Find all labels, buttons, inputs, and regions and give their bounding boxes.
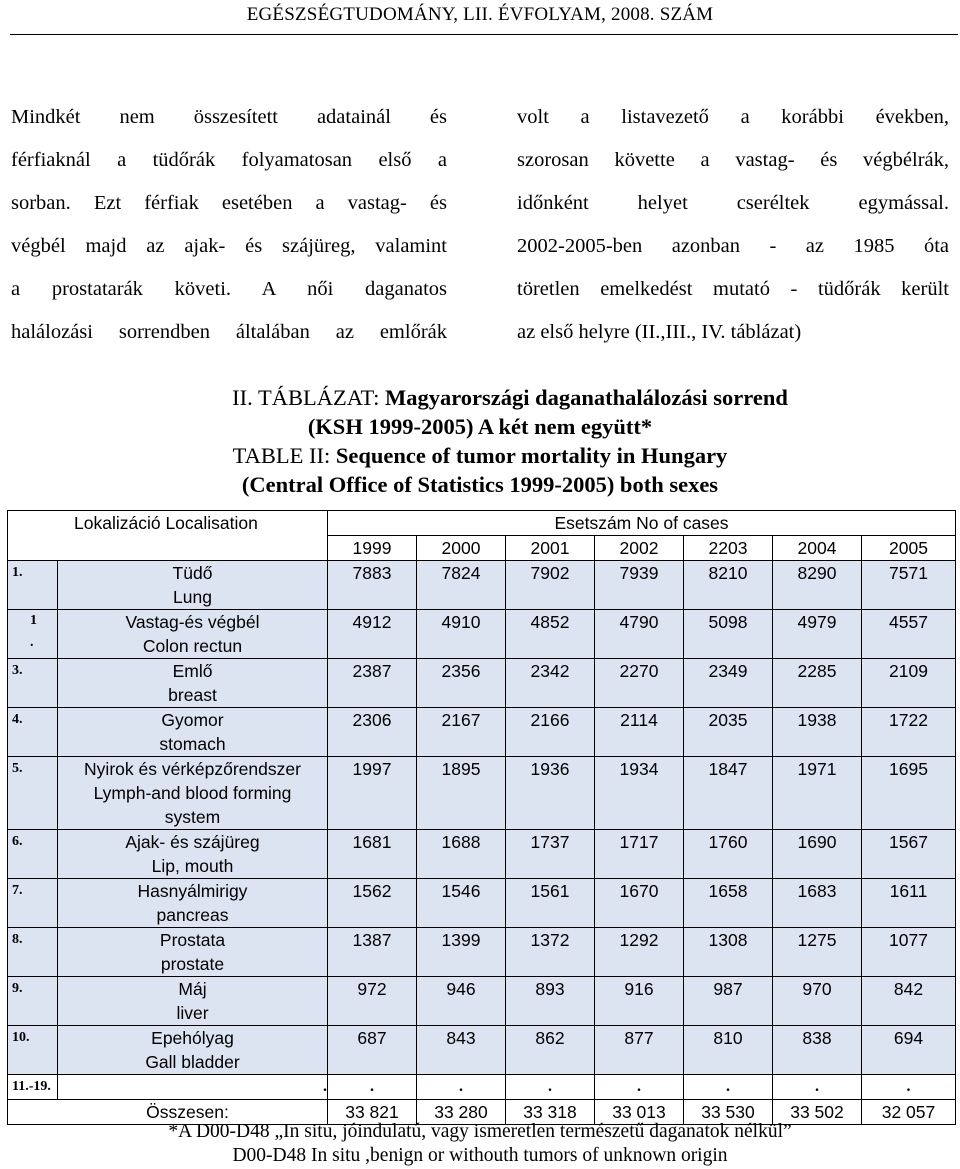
case-count-cell: 1275 [773, 928, 862, 977]
case-count-cell: 843 [417, 1026, 506, 1075]
case-count-cell: 893 [506, 977, 595, 1026]
localisation-cell [58, 757, 328, 830]
text-line: töretlen emelkedést mutató - tüdőrák került [517, 278, 949, 300]
case-count-cell: 970 [773, 977, 862, 1026]
localisation-hu: Gyomor [161, 710, 224, 730]
rank-cell: 11.-19. [8, 1075, 58, 1100]
localisation-en: prostate [160, 954, 225, 974]
rank-cell: 1 . [8, 610, 58, 659]
localisation-en: liver [176, 1003, 209, 1023]
case-count-cell: 2349 [684, 659, 773, 708]
year-header: 1999 [328, 536, 417, 561]
rank-cell: 8. [8, 928, 58, 977]
case-count-cell: 1683 [773, 879, 862, 928]
case-count-cell: 694 [862, 1026, 956, 1075]
localisation-en: Gall bladder [145, 1052, 240, 1072]
case-count-cell: 2285 [773, 659, 862, 708]
case-count-cell: 1688 [417, 830, 506, 879]
case-count-cell: 1670 [595, 879, 684, 928]
case-count-cell: 1847 [684, 757, 773, 830]
case-count-cell: 4790 [595, 610, 684, 659]
table-row-rest [8, 1075, 956, 1100]
case-count-cell: 1077 [862, 928, 956, 977]
case-count-cell: 1936 [506, 757, 595, 830]
rank-cell: 6. [8, 830, 58, 879]
table-row [8, 977, 956, 1026]
case-count-cell: 1997 [328, 757, 417, 830]
text-line: szorosan követte a vastag- és végbélrák, [517, 149, 949, 171]
rank-cell: 5. [8, 757, 58, 830]
text-line: 2002-2005-ben azonban - az 1985 óta [517, 235, 949, 257]
table-row [8, 561, 956, 610]
case-count-cell: 7902 [506, 561, 595, 610]
localisation-hu: Prostata [159, 930, 226, 950]
case-count-cell: 1760 [684, 830, 773, 879]
case-count-cell: 8210 [684, 561, 773, 610]
localisation-hu: Emlő [172, 661, 213, 681]
table-row [8, 659, 956, 708]
year-header: 2002 [595, 536, 684, 561]
case-count-cell: 810 [684, 1026, 773, 1075]
case-count-cell: 2270 [595, 659, 684, 708]
case-count-cell: 1971 [773, 757, 862, 830]
case-count-cell: 4912 [328, 610, 417, 659]
case-count-cell: . [506, 1075, 595, 1100]
case-count-cell: . [595, 1075, 684, 1100]
case-count-cell: 7883 [328, 561, 417, 610]
localisation-cell [58, 928, 328, 977]
table-row [8, 879, 956, 928]
total-count-cell: 33 013 [595, 1100, 684, 1125]
localisation-en: Lip, mouth [151, 856, 234, 876]
case-count-cell: 1561 [506, 879, 595, 928]
rank-cell: 3. [8, 659, 58, 708]
localisation-en: Colon rectun [142, 636, 243, 656]
case-count-cell: 987 [684, 977, 773, 1026]
case-count-cell: 1938 [773, 708, 862, 757]
text-line: volt a listavezető a korábbi években, [517, 106, 949, 128]
case-count-cell: . [773, 1075, 862, 1100]
table-row [8, 830, 956, 879]
total-count-cell: 33 502 [773, 1100, 862, 1125]
caption-title: Sequence of tumor mortality in Hungary [335, 443, 728, 468]
table-footnote-en: D00-D48 In situ ,benign or withouth tumors of unknown origin [232, 1145, 728, 1166]
rank-cell: 7. [8, 879, 58, 928]
localisation-en: system [164, 807, 221, 827]
localisation-cell: . [58, 1075, 328, 1100]
text-line: férfiaknál a tüdőrák folyamatosan első a [11, 149, 447, 171]
localisation-hu: Vastag-és végbél [125, 612, 260, 632]
case-count-cell: 1546 [417, 879, 506, 928]
table-caption-en-title [0, 443, 960, 469]
case-count-cell: 2167 [417, 708, 506, 757]
case-count-cell: 1717 [595, 830, 684, 879]
localisation-header: Lokalizáció Localisation [8, 511, 328, 561]
text-line: a prostatarák követi. A női daganatos [11, 278, 447, 300]
localisation-cell [58, 610, 328, 659]
case-count-cell: 1562 [328, 879, 417, 928]
localisation-en: stomach [159, 734, 226, 754]
case-count-cell: 1934 [595, 757, 684, 830]
rank-cell: 10. [8, 1026, 58, 1075]
case-count-cell: 1695 [862, 757, 956, 830]
year-header: 2005 [862, 536, 956, 561]
case-count-cell: 2356 [417, 659, 506, 708]
case-count-cell: 2342 [506, 659, 595, 708]
case-count-cell: 1681 [328, 830, 417, 879]
localisation-cell [58, 879, 328, 928]
case-count-cell: 7571 [862, 561, 956, 610]
case-count-cell: . [862, 1075, 956, 1100]
case-count-cell: . [684, 1075, 773, 1100]
case-count-cell: 842 [862, 977, 956, 1026]
case-count-cell: 1658 [684, 879, 773, 928]
localisation-hu: Máj [178, 979, 207, 999]
table-row [8, 757, 956, 830]
text-line: az első helyre (II.,III., IV. táblázat) [517, 321, 802, 343]
case-count-cell: 4910 [417, 610, 506, 659]
case-count-cell: 1387 [328, 928, 417, 977]
body-text-left-column [11, 96, 447, 354]
localisation-en: Lung [173, 587, 212, 607]
case-count-cell: 1372 [506, 928, 595, 977]
caption-title: Magyarországi daganathalálozási sorrend [384, 385, 788, 410]
localisation-en: Lymph-and blood forming [93, 783, 292, 803]
case-count-cell: 2109 [862, 659, 956, 708]
localisation-cell [58, 830, 328, 879]
case-count-cell: 1722 [862, 708, 956, 757]
case-count-cell: 2166 [506, 708, 595, 757]
localisation-en: pancreas [156, 905, 229, 925]
localisation-cell [58, 708, 328, 757]
localisation-hu: Ajak- és szájüreg [125, 832, 260, 852]
header-rule [10, 34, 958, 35]
case-count-cell: 8290 [773, 561, 862, 610]
case-count-cell: 972 [328, 977, 417, 1026]
body-text-right-column [517, 96, 949, 354]
text-line: időnként helyet cseréltek egymással. [517, 192, 949, 214]
text-line: végbél majd az ajak- és szájüreg, valamint [11, 235, 447, 257]
year-header: 2001 [506, 536, 595, 561]
case-count-cell: 2387 [328, 659, 417, 708]
case-count-cell: 1567 [862, 830, 956, 879]
case-count-cell: 1611 [862, 879, 956, 928]
total-count-cell: 32 057 [862, 1100, 956, 1125]
localisation-en: breast [168, 685, 217, 705]
localisation-hu: Tüdő [172, 563, 213, 583]
case-count-cell: 1292 [595, 928, 684, 977]
localisation-cell [58, 659, 328, 708]
rank-cell: 1. [8, 561, 58, 610]
case-count-cell: 2114 [595, 708, 684, 757]
case-count-cell: 7939 [595, 561, 684, 610]
localisation-hu: Epehólyag [151, 1028, 234, 1048]
case-count-cell: . [328, 1075, 417, 1100]
rank-cell: 4. [8, 708, 58, 757]
case-count-cell: 5098 [684, 610, 773, 659]
table-row [8, 610, 956, 659]
cases-header: Esetszám No of cases [328, 511, 956, 536]
case-count-cell: 4979 [773, 610, 862, 659]
journal-header: EGÉSZSÉGTUDOMÁNY, LII. ÉVFOLYAM, 2008. SZÁM [246, 4, 714, 25]
table-row [8, 1026, 956, 1075]
total-count-cell: 33 821 [328, 1100, 417, 1125]
total-count-cell: 33 318 [506, 1100, 595, 1125]
table-caption-hu-title [30, 385, 960, 411]
case-count-cell: 916 [595, 977, 684, 1026]
table-row [8, 708, 956, 757]
total-count-cell: 33 280 [417, 1100, 506, 1125]
case-count-cell: 687 [328, 1026, 417, 1075]
rank-cell: 9. [8, 977, 58, 1026]
case-count-cell: 1399 [417, 928, 506, 977]
total-label: Összesen: [8, 1100, 328, 1125]
case-count-cell: 4852 [506, 610, 595, 659]
caption-label: II. TÁBLÁZAT: [232, 385, 385, 410]
year-header: 2203 [684, 536, 773, 561]
case-count-cell: 1895 [417, 757, 506, 830]
table-caption-hu-source: (KSH 1999-2005) A két nem együtt* [307, 414, 653, 439]
case-count-cell: 2035 [684, 708, 773, 757]
caption-label: TABLE II: [232, 443, 336, 468]
case-count-cell: 7824 [417, 561, 506, 610]
text-line: Mindkét nem összesített adatainál és [11, 106, 447, 128]
text-line: sorban. Ezt férfiak esetében a vastag- és [11, 192, 447, 214]
case-count-cell: 1737 [506, 830, 595, 879]
case-count-cell: . [417, 1075, 506, 1100]
case-count-cell: 946 [417, 977, 506, 1026]
table-row [8, 928, 956, 977]
localisation-cell [58, 977, 328, 1026]
case-count-cell: 877 [595, 1026, 684, 1075]
case-count-cell: 1690 [773, 830, 862, 879]
table-footnote: *A D00-D48 „In situ, jóindulatú, vagy ismeretlen természetű daganatok nélkül” [168, 1121, 792, 1142]
case-count-cell: 862 [506, 1026, 595, 1075]
localisation-cell [58, 561, 328, 610]
case-count-cell: 838 [773, 1026, 862, 1075]
total-count-cell: 33 530 [684, 1100, 773, 1125]
localisation-hu: Hasnyálmirigy [137, 881, 248, 901]
case-count-cell: 1308 [684, 928, 773, 977]
localisation-hu: Nyirok és vérképzőrendszer [84, 759, 301, 779]
table-caption-en-source: (Central Office of Statistics 1999-2005) both sexes [241, 472, 719, 497]
text-line: halálozási sorrendben általában az emlőrák [11, 321, 447, 343]
case-count-cell: 4557 [862, 610, 956, 659]
year-header: 2000 [417, 536, 506, 561]
year-header: 2004 [773, 536, 862, 561]
case-count-cell: 2306 [328, 708, 417, 757]
localisation-cell [58, 1026, 328, 1075]
mortality-table [7, 510, 955, 1125]
